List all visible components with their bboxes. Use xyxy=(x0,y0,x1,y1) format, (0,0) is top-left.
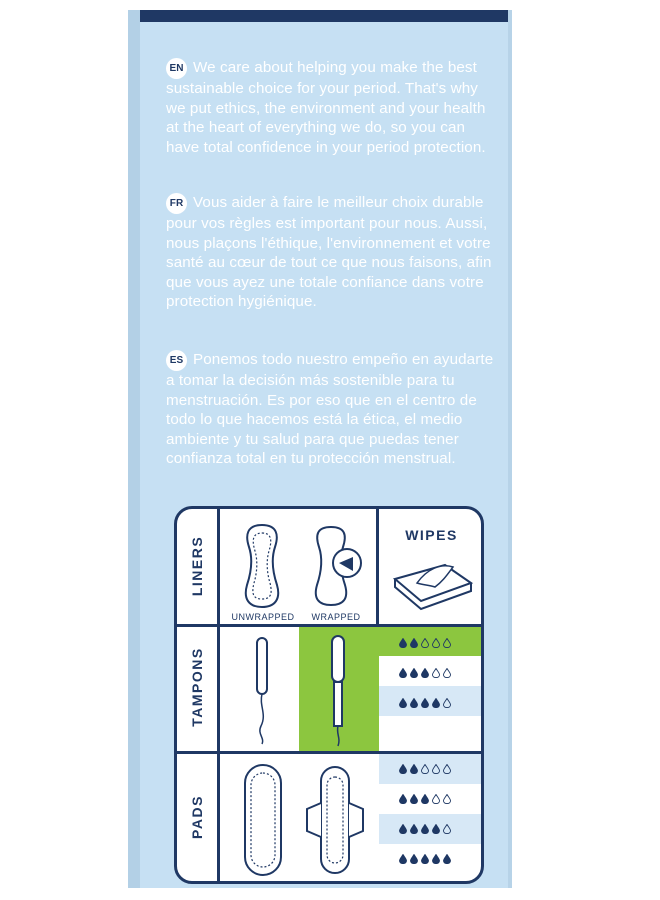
absorbency-tampon-1 xyxy=(399,638,451,648)
droplet-icon xyxy=(399,638,407,648)
divider-label-col xyxy=(217,509,220,884)
paragraph-en xyxy=(166,58,496,157)
divider-row-1 xyxy=(177,624,484,627)
droplet-icon xyxy=(410,668,418,678)
label-liners: LINERS xyxy=(189,535,205,597)
absorbency-tampon-3 xyxy=(399,698,451,708)
droplet-icon xyxy=(421,764,429,774)
absorbency-pad-4 xyxy=(399,854,451,864)
droplet-icon xyxy=(432,668,440,678)
droplet-icon xyxy=(443,794,451,804)
droplet-icon xyxy=(421,854,429,864)
lang-badge-es: ES xyxy=(166,350,187,371)
droplet-icon xyxy=(399,854,407,864)
droplet-icon xyxy=(432,794,440,804)
package-panel xyxy=(140,10,510,888)
label-wipes: WIPES xyxy=(405,527,458,543)
absorbency-pad-1 xyxy=(399,764,451,774)
product-grid xyxy=(174,506,484,884)
droplet-icon xyxy=(421,698,429,708)
droplet-icon xyxy=(432,764,440,774)
droplet-icon xyxy=(443,638,451,648)
droplet-icon xyxy=(443,824,451,834)
droplet-icon xyxy=(399,794,407,804)
droplet-icon xyxy=(432,698,440,708)
droplet-icon xyxy=(410,854,418,864)
box-right-edge xyxy=(508,10,512,888)
absorbency-pad-2 xyxy=(399,794,451,804)
droplet-icon xyxy=(421,638,429,648)
liner-unwrapped-icon xyxy=(237,521,287,611)
lang-badge-fr: FR xyxy=(166,193,187,214)
droplet-icon xyxy=(421,794,429,804)
droplet-icon xyxy=(432,824,440,834)
tampon-applicator-icon xyxy=(323,632,353,748)
paragraph-es-text: Ponemos todo nuestro empeño en ayudarte a tomar la decisión más sostenible para tu menstruación. Es por eso que en el centro de todo lo que hacemos está la ética, el medio ambiente y tu salud para que puedas tener confianza total en tu protección menstrual. xyxy=(166,351,494,468)
droplet-icon xyxy=(410,698,418,708)
caption-unwrapped: UNWRAPPED xyxy=(231,612,295,622)
caption-wrapped: WRAPPED xyxy=(311,612,361,622)
droplet-icon xyxy=(410,638,418,648)
droplet-icon xyxy=(399,824,407,834)
droplet-icon xyxy=(443,854,451,864)
droplet-icon xyxy=(399,668,407,678)
droplet-icon xyxy=(421,824,429,834)
paragraph-es xyxy=(166,350,496,469)
divider-row-2 xyxy=(177,751,484,754)
droplet-icon xyxy=(443,668,451,678)
droplet-icon xyxy=(399,764,407,774)
droplet-icon xyxy=(399,698,407,708)
droplet-icon xyxy=(421,668,429,678)
paragraph-fr xyxy=(166,193,496,312)
tampon-icon xyxy=(247,634,277,746)
paragraph-fr-text: Vous aider à faire le meilleur choix durable pour vos règles est important pour nous. Aussi, nous plaçons l'éthique, l'environnement et votre santé au cœur de tout ce que nous faisons, afin que vous ayez une totale confiance dans votre protection hygiénique. xyxy=(166,194,492,311)
label-pads: PADS xyxy=(189,795,205,839)
droplet-icon xyxy=(443,764,451,774)
lang-badge-en: EN xyxy=(166,58,187,79)
droplet-icon xyxy=(443,698,451,708)
absorbency-tampon-2 xyxy=(399,668,451,678)
droplet-icon xyxy=(410,764,418,774)
liner-wrapped-icon xyxy=(309,523,365,609)
absorbency-pad-3 xyxy=(399,824,451,834)
paragraph-en-text: We care about helping you make the best sustainable choice for your period. That's why we put ethics, the environment and your health at the heart of everything we do, so you can have total confidence in your period protection. xyxy=(166,59,486,156)
droplet-icon xyxy=(432,638,440,648)
pad-icon xyxy=(241,761,285,879)
droplet-icon xyxy=(410,794,418,804)
pad-wings-icon xyxy=(303,763,367,877)
droplet-icon xyxy=(432,854,440,864)
label-tampons: TAMPONS xyxy=(189,647,205,727)
wipes-icon xyxy=(387,549,477,613)
droplet-icon xyxy=(410,824,418,834)
